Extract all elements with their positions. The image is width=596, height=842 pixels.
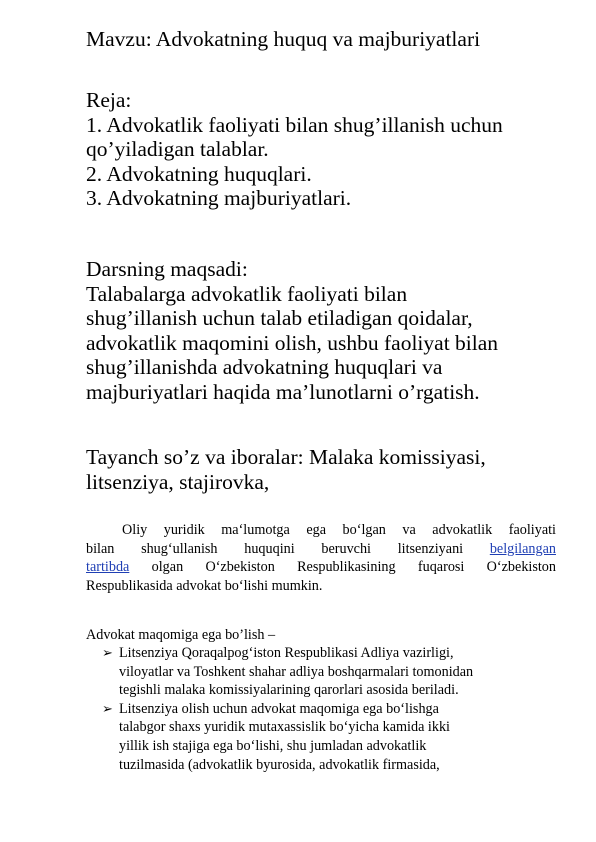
goal-line: shug’illanish uchun talab etiladigan qoidalar, [86,306,473,330]
list-item [86,700,566,774]
paragraph-line: bilan shug‘ullanish huquqini beruvchi litsenziyani belgilangan [86,540,556,557]
status-bullet-list [86,644,566,774]
bullet-line: yillik ish stajiga ega bo‘lishi, shu jumladan advokatlik [119,737,427,754]
goal-line: shug’illanishda advokatning huquqlari va [86,355,443,379]
arrow-bullet-icon: ➢ [102,700,113,716]
plan-section [86,88,566,211]
goal-line: advokatlik maqomini olish, ushbu faoliyat bilan [86,330,499,355]
plan-line: 1. Advokatlik faoliyati bilan shug’illanish uchun [86,112,503,137]
keywords-section [86,445,566,494]
arrow-bullet-icon: ➢ [102,645,113,660]
belgilangan-tartibda-link[interactable]: belgilangan [489,540,556,557]
belgilangan-tartibda-link-cont[interactable]: tartibda [86,559,130,576]
keywords-line: Tayanch so’z va iboralar: Malaka komissiyasi, [86,445,486,469]
plan-line: 2. Advokatning huquqlari. [86,161,312,186]
goal-section [86,257,566,404]
bullet-line: talabgor shaxs yuridik mutaxassislik bo‘yicha kamida ikki [119,719,450,736]
paragraph-line: Oliy yuridik ma‘lumotga ega bo‘lgan va advokatlik faoliyati [122,522,556,538]
goal-line: majburiyatlari haqida ma’lunotlarni o’rgatish. [86,379,480,404]
keywords-line: litsenziya, stajirovka, [86,469,270,494]
list-item [86,644,566,700]
paragraph-line: Respublikasida advokat bo‘lishi mumkin. [86,577,323,594]
paragraph-line: tartibda olgan O‘zbekiston Respublikasining fuqarosi O‘zbekiston [86,559,556,576]
bullet-line: Litsenziya olish uchun advokat maqomiga ega bo‘lishga [119,700,439,717]
bullet-line: tuzilmasida (advokatlik byurosida, advokatlik firmasida, [119,756,440,773]
plan-line: 3. Advokatning majburiyatlari. [86,186,352,210]
bullet-line: Litsenziya Qoraqalpog‘iston Respublikasi Adliya vazirligi, [119,645,454,661]
document-title: Mavzu: Advokatning huquq va majburiyatlari [86,27,481,51]
plan-heading: Reja: [86,88,132,112]
goal-heading: Darsning maqsadi: [86,257,248,281]
status-heading: Advokat maqomiga ega bo’lish – [86,627,276,643]
goal-line: Talabalarga advokatlik faoliyati bilan [86,281,408,306]
bullet-line: tegishli malaka komissiyalarining qarorlari asosida beriladi. [119,682,459,699]
body-paragraph [86,521,556,595]
plan-line: qo’yiladigan talablar. [86,137,269,161]
bullet-line: viloyatlar va Toshkent shahar adliya boshqarmalari tomonidan [119,663,474,680]
